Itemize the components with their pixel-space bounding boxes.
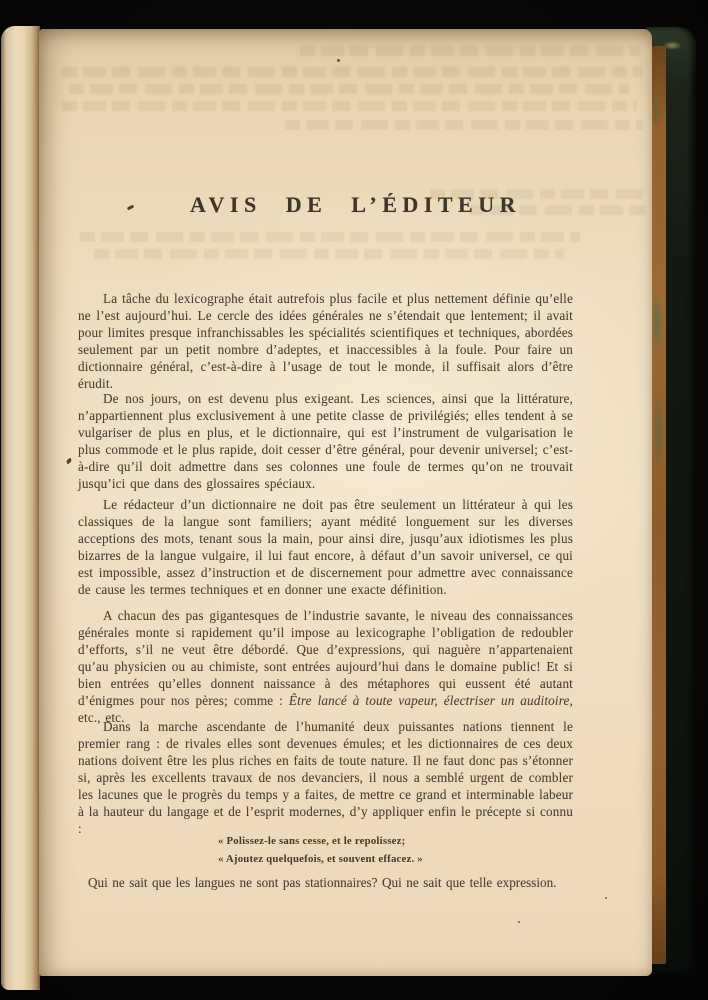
paragraph-3: Le rédacteur d’un dictionnaire ne doit pas être seulement un littérateur à qui les classiques de la langue sont familiers; ayant médité longuement sur les diverses acceptions des mots, tenant sous la main, pour ainsi dire, jusqu’aux idiotismes les plus bizarres de la langue vulgaire, il lui faut encore, à défaut d’un savoir universel, ce qui est impossible, assez d’instruction et de discernement pour admettre avec connaissance de cause les termes techniques et en donner une exacte définition. <box>78 497 573 597</box>
previous-page-edge <box>1 26 40 990</box>
paragraph-4-italic-phrase: Être lancé à toute vapeur, électriser un auditoire <box>288 693 570 708</box>
paragraph-1: La tâche du lexicographe était autrefois plus facile et plus nettement définie qu’elle ne l’est aujourd’hui. Le cercle des idées générales ne s’étendait que lentement; il avait pour limites presque infranchissables les spécialités scientifiques et techniques, abordées seulement par un petit nombre d’adeptes, et inaccessibles à la foule. Pour faire un dictionnaire général, c’est-à-dire à l’usage de tout le monde, il suffisait alors d’être érudit. <box>78 291 573 391</box>
paragraph-4 <box>78 607 573 726</box>
verse-quote <box>218 833 423 868</box>
page-title: AVIS DE L’ÉDITEUR <box>189 192 522 217</box>
verse-quote-line-2: « Ajoutez quelquefois, et souvent effacez. » <box>218 852 423 865</box>
paper-speck <box>605 897 607 899</box>
show-through-ghost-text <box>94 249 564 259</box>
paragraph-5: Dans la marche ascendante de l’humanité deux puissantes nations tiennent le premier rang : de rivales elles sont devenues émules; et les dictionnaires de ces deux nations doivent être les plus riches en faits de toute nature. Il ne faut donc pas s’étonner si, après les excellents travaux de nos devanciers, il nous a semblé urgent de combler les lacunes que le progrès du temps y a faites, de mettre ce grand et interminable labeur à la hauteur du langage et de l’esprit modernes, d’y appliquer enfin le précepte si connu : <box>78 719 573 836</box>
book-page <box>39 29 652 976</box>
closing-line: Qui ne sait que les langues ne sont pas stationnaires? Qui ne sait que telle expression. <box>88 875 557 890</box>
verse-quote-line-1: « Polissez-le sans cesse, et le repolissez; <box>218 835 406 847</box>
show-through-ghost-text <box>69 84 629 94</box>
ink-mark-left-margin <box>65 458 72 465</box>
show-through-ghost-text <box>80 232 580 242</box>
show-through-ghost-text <box>285 120 643 130</box>
paragraph-4-text: A chacun des pas gigantesques de l’industrie savante, le niveau des connaissances générales monte si rapidement qu’il impose au lexicographe l’obligation de redoubler d’efforts, s’il ne veut être débordé. Que d’expressions, qui naguère n’appartenaient qu’au physicien ou au chimiste, sont entrées aujourd’hui dans le domaine public! Et si bien entrées qu’elles donnent naissance à des métaphores qui eussent été autant d’énigmes pour nos pères; comme : <box>78 608 573 708</box>
paragraph-4-text-end: , etc., etc. <box>78 693 573 725</box>
show-through-ghost-text <box>62 67 642 77</box>
show-through-ghost-text <box>300 46 640 56</box>
paper-speck <box>518 921 520 923</box>
paper-speck <box>337 59 340 62</box>
paragraph-2: De nos jours, on est devenu plus exigeant. Les sciences, ainsi que la littérature, n’appartiennent plus exclusivement à une petite classe de privilégiés; elles tendent à se vulgariser de plus en plus, et le dictionnaire, qui est l’instrument de vulgarisation le plus commode et le plus rapide, doit cesser d’être général, pour devenir universel; c’est-à-dire qu’il doit admettre dans ses colonnes une foule de termes qu’on ne trouvait jusqu’ici que dans des glossaires spéciaux. <box>78 391 573 491</box>
show-through-ghost-text <box>62 101 637 111</box>
